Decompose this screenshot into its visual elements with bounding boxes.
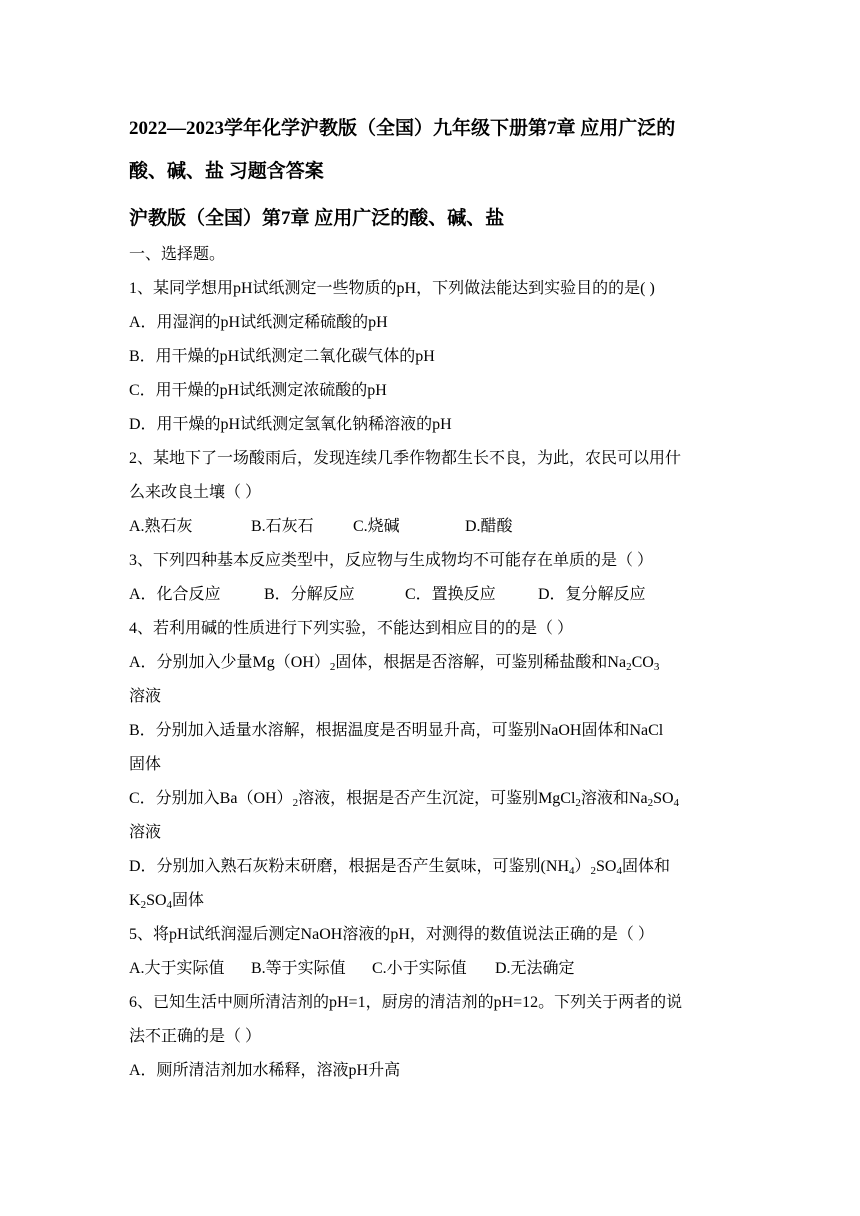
chapter-subtitle: 沪教版（全国）第7章 应用广泛的酸、碱、盐 [129, 208, 505, 229]
question-3-stem: 3、下列四种基本反应类型中，反应物与生成物均不可能存在单质的是（ ） [129, 552, 654, 569]
question-4-option-b-line-2: 固体 [129, 756, 162, 773]
question-3-options [129, 585, 646, 605]
question-4-option-d-line-1: D．分别加入熟石灰粉末研磨，根据是否产生氨味，可鉴别$(NH_4)_2SO_4$固体和 [129, 858, 670, 877]
question-3-option-a: A．化合反应 [129, 586, 221, 603]
question-5-option-b: B.等于实际值 [251, 960, 346, 977]
question-4-option-a-line-1: A．分别加入少量$Mg(OH)_2$固体，根据是否溶解，可鉴别稀盐酸和$Na_2CO_3$ [129, 654, 660, 673]
question-2-stem-line-2: 么来改良土壤（ ） [129, 484, 262, 501]
question-6-stem-line-1: 6、已知生活中厕所清洁剂的pH=1，厨房的清洁剂的pH=12。下列关于两者的说 [129, 994, 683, 1011]
question-4-option-c-line-2: 溶液 [129, 824, 162, 841]
document-title-line-2: 酸、碱、盐 习题含答案 [129, 161, 324, 182]
question-5-option-d: D.无法确定 [495, 960, 575, 977]
question-5-stem: 5、将pH试纸润湿后测定NaOH溶液的pH，对测得的数值说法正确的是（ ） [129, 926, 654, 943]
question-3-option-d: D．复分解反应 [538, 586, 646, 603]
question-2-option-d: D.醋酸 [465, 518, 513, 535]
question-5-option-a: A.大于实际值 [129, 960, 225, 977]
question-6-stem-line-2: 法不正确的是（ ） [129, 1028, 262, 1045]
question-5-options [129, 959, 575, 979]
question-4-option-b-line-1: B．分别加入适量水溶解，根据温度是否明显升高，可鉴别NaOH固体和NaCl [129, 722, 664, 739]
question-4-stem: 4、若利用碱的性质进行下列实验，不能达到相应目的的是（ ） [129, 620, 574, 637]
question-2-option-c: C.烧碱 [353, 518, 400, 535]
question-2-options [129, 517, 513, 537]
question-1-option-a: A．用湿润的pH试纸测定稀硫酸的pH [129, 314, 388, 331]
question-3-option-c: C．置换反应 [405, 586, 496, 603]
question-2-stem-line-1: 2、某地下了一场酸雨后，发现连续几季作物都生长不良，为此，农民可以用什 [129, 450, 682, 467]
question-4-option-c-line-1: C．分别加入$Ba(OH)_2$溶液，根据是否产生沉淀，可鉴别MgCl$_2$溶液和$Na_2SO_4$ [129, 790, 680, 809]
question-4-option-d-line-2: $K_2SO_4$固体 [129, 892, 205, 911]
question-2-option-a: A.熟石灰 [129, 518, 193, 535]
question-3-option-b: B．分解反应 [264, 586, 355, 603]
question-1-option-d: D．用干燥的pH试纸测定氢氧化钠稀溶液的pH [129, 416, 452, 433]
question-1-option-c: C．用干燥的pH试纸测定浓硫酸的pH [129, 382, 387, 399]
question-5-option-c: C.小于实际值 [372, 960, 467, 977]
document-title-line-1: 2022—2023学年化学沪教版（全国）九年级下册第7章 应用广泛的 [129, 118, 676, 139]
question-1-option-b: B．用干燥的pH试纸测定二氧化碳气体的pH [129, 348, 435, 365]
question-6-option-a: A．厕所清洁剂加水稀释，溶液pH升高 [129, 1062, 401, 1079]
question-2-option-b: B.石灰石 [251, 518, 314, 535]
question-1-stem: 1、某同学想用pH试纸测定一些物质的pH，下列做法能达到实验目的的是( ) [129, 280, 655, 297]
section-heading: 一、选择题。 [129, 246, 226, 263]
question-4-option-a-line-2: 溶液 [129, 688, 162, 705]
